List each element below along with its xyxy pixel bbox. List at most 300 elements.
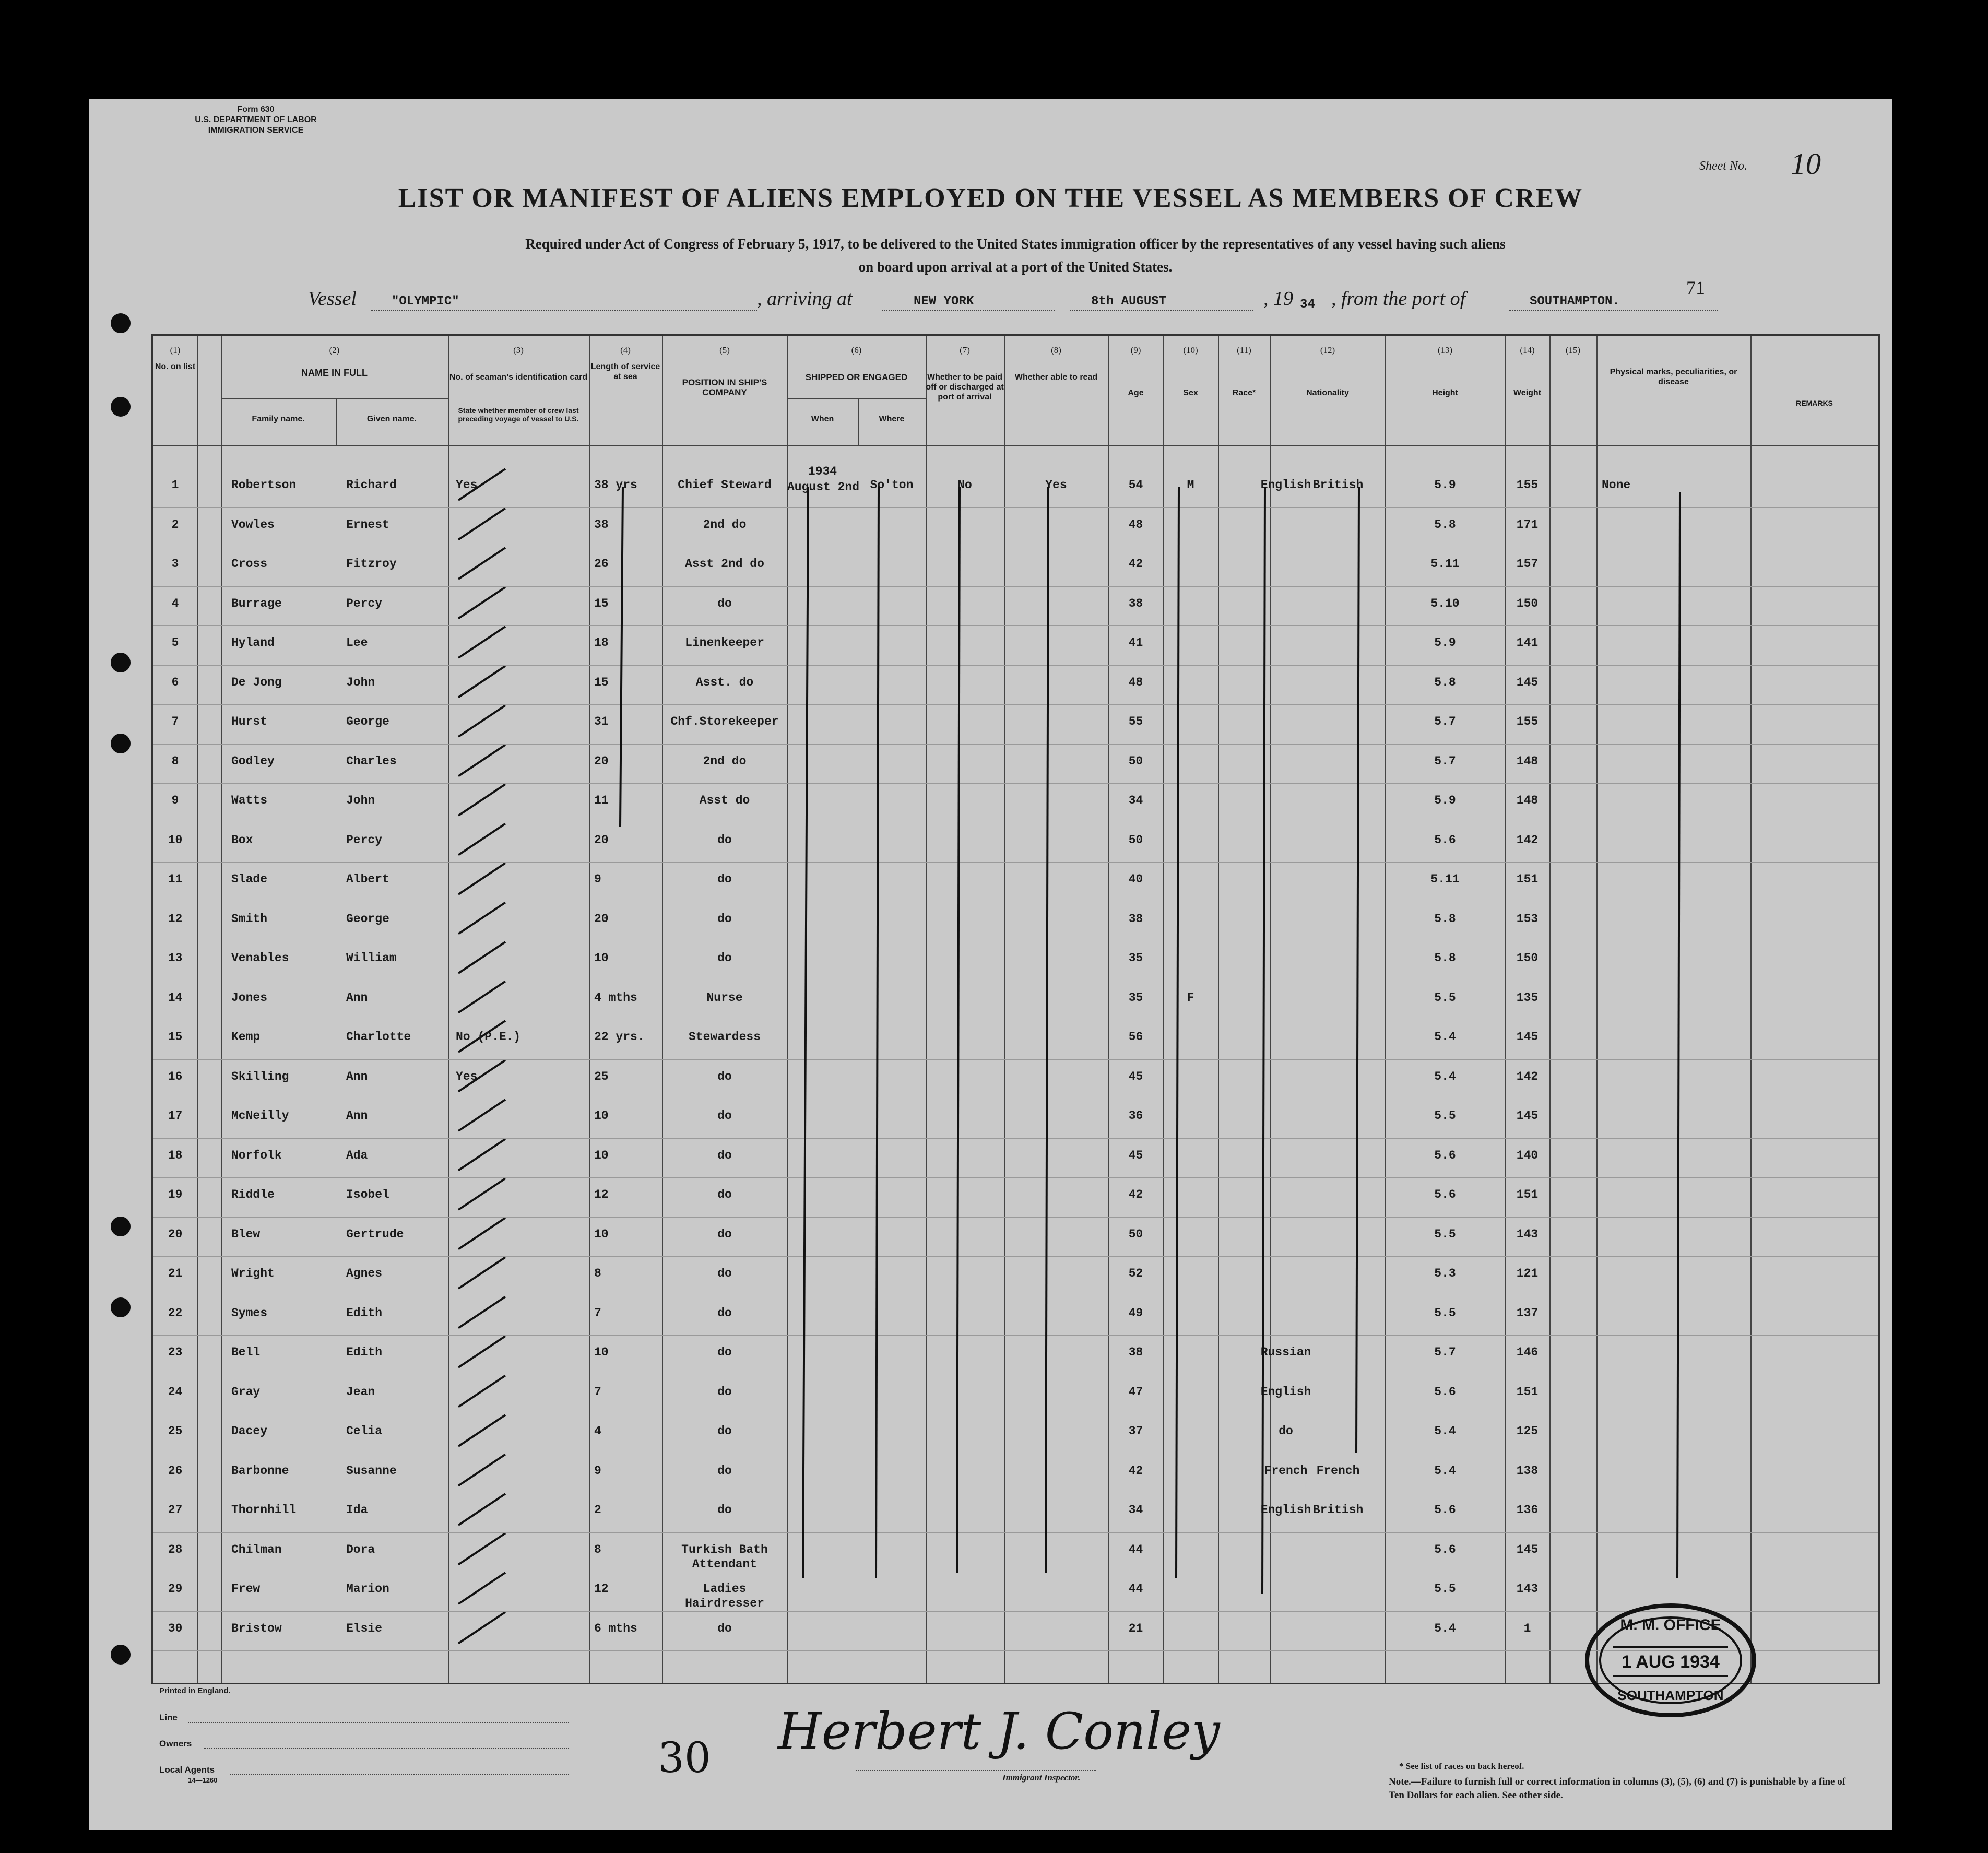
inspector-signature: Herbert J. Conley: [778, 1702, 1220, 1761]
cell-position: Asst 2nd do: [685, 557, 764, 571]
cell-no: 11: [168, 872, 183, 886]
cell-weight: 150: [1516, 951, 1539, 965]
cell-position: Chf.Storekeeper: [670, 715, 779, 728]
subtitle-line-2: on board upon arrival at a port of the United States.: [858, 259, 1173, 275]
cell-position: Nurse: [706, 990, 743, 1005]
cell-height: 5.6: [1434, 833, 1456, 847]
cell-height: 5.3: [1434, 1267, 1456, 1280]
cell-service: 20: [594, 754, 609, 768]
cell-weight: 148: [1516, 794, 1539, 807]
cell-given: Isobel: [346, 1188, 389, 1201]
cell-given: Susanne: [346, 1463, 397, 1478]
cell-position: do: [717, 1306, 732, 1320]
cell-family: Skilling: [231, 1069, 289, 1083]
cell-family: Dacey: [231, 1424, 268, 1438]
cell-service: 20: [594, 833, 609, 847]
cell-service: 6 mths: [594, 1621, 637, 1635]
hdr-paid-off: Whether to be paid off or discharged at port of arrival: [926, 373, 1004, 402]
cell-age: 38: [1128, 1346, 1143, 1359]
cell-service: 2: [594, 1503, 601, 1517]
cell-no: 9: [171, 794, 179, 807]
cell-age: 38: [1128, 912, 1143, 926]
form-number: Form 630: [237, 105, 275, 114]
cell-no: 22: [168, 1306, 183, 1320]
cell-service: 10: [594, 1109, 609, 1123]
port-dotted-line: [882, 310, 1055, 311]
vessel-dotted-line: [371, 310, 757, 311]
cell-service: 25: [594, 1069, 609, 1083]
cell-family: Barbonne: [231, 1463, 289, 1478]
manifest-title: LIST OR MANIFEST OF ALIENS EMPLOYED ON THE VESSEL AS MEMBERS OF CREW: [398, 183, 1583, 213]
col-num-9: (9): [1130, 345, 1141, 355]
cell-weight: 145: [1516, 1109, 1539, 1123]
cell-age: 36: [1128, 1109, 1143, 1123]
cell-given: Gertrude: [346, 1227, 404, 1241]
cell-position: do: [717, 1109, 732, 1123]
cell-given: Marion: [346, 1582, 389, 1596]
cell-position: do: [717, 1463, 732, 1478]
hdr-physical-marks: Physical marks, peculiarities, or disease: [1610, 368, 1737, 386]
cell-age: 47: [1128, 1385, 1143, 1399]
cell-given: Albert: [346, 872, 389, 886]
cell-given: George: [346, 715, 389, 728]
cell-service: 4: [594, 1424, 601, 1438]
crew-table: [151, 334, 1880, 1684]
cell-age: 40: [1128, 872, 1143, 886]
cell-position: Asst do: [699, 794, 750, 807]
cell-family: Chilman: [231, 1542, 282, 1556]
col-num-4: (4): [620, 345, 631, 355]
stamp-bottom-text: SOUTHAMPTON: [1617, 1687, 1724, 1703]
vessel-name: "OLYMPIC": [392, 294, 459, 309]
ditto-strokes: [153, 336, 1878, 1683]
cell-family: Watts: [231, 794, 268, 807]
cell-service: 10: [594, 1148, 609, 1162]
col-num-3: (3): [513, 345, 524, 355]
cell-height: 5.6: [1434, 1385, 1456, 1399]
binder-hole: [111, 1297, 131, 1317]
manifest-sheet: [89, 99, 1892, 1830]
cell-position: 2nd do: [703, 754, 747, 768]
cell-age: 42: [1128, 1463, 1143, 1478]
cell-height: 5.8: [1434, 517, 1456, 532]
hdr-where: Where: [879, 415, 905, 423]
cell-height: 5.6: [1434, 1503, 1456, 1517]
form-code: 14—1260: [188, 1776, 218, 1784]
binder-hole: [111, 1645, 131, 1665]
col-num-11: (11): [1237, 345, 1251, 355]
cell-family: Symes: [231, 1306, 268, 1320]
cell-weight: 142: [1516, 1069, 1539, 1083]
cell-race: English: [1260, 478, 1311, 492]
hdr-remarks: REMARKS: [1796, 399, 1833, 407]
cell-service: 8: [594, 1267, 601, 1280]
subtitle-line-1: Required under Act of Congress of February 5, 1917, to be delivered to the United States immigration officer by the representatives of any vessel having such aliens: [525, 236, 1506, 252]
cell-position: do: [717, 1424, 732, 1438]
cell-weight: 140: [1516, 1148, 1539, 1162]
arriving-label: , arriving at: [757, 288, 853, 310]
cell-height: 5.9: [1434, 636, 1456, 650]
cell-weight: 153: [1516, 912, 1539, 926]
arrival-port: NEW YORK: [914, 294, 974, 309]
cell-family: Jones: [231, 990, 268, 1005]
fine-note: Note.—Failure to furnish full or correct information in columns (3), (5), (6) and (7) is punishable by a fine of Ten Dollars for each alien. See other side.: [1389, 1776, 1846, 1801]
cell-service: 10: [594, 1227, 609, 1241]
races-note: * See list of races on back hereof.: [1399, 1761, 1524, 1771]
cell-height: 5.11: [1430, 872, 1460, 886]
cell-no: 21: [168, 1267, 183, 1280]
agents-field: [230, 1774, 569, 1775]
cell-height: 5.5: [1434, 1582, 1456, 1596]
cell-age: 50: [1128, 754, 1143, 768]
cell-position: do: [717, 912, 732, 926]
cell-race: English: [1260, 1503, 1311, 1517]
cell-given: Richard: [346, 478, 397, 492]
cell-service: 7: [594, 1385, 601, 1399]
cell-age: 42: [1128, 557, 1143, 571]
cell-height: 5.5: [1434, 1109, 1456, 1123]
cell-age: 44: [1128, 1542, 1143, 1556]
cell-service: 22 yrs.: [594, 1030, 645, 1044]
cell-service: 38 yrs: [594, 478, 637, 492]
cell-given: Charles: [346, 754, 397, 768]
owners-field: [204, 1748, 569, 1749]
cell-race: do: [1279, 1424, 1293, 1438]
cell-no: 20: [168, 1227, 183, 1241]
cell-position: Chief Steward: [678, 478, 772, 492]
cell-given: Fitzroy: [346, 557, 397, 571]
sheet-number: 10: [1791, 147, 1821, 181]
cell-family: Bristow: [231, 1621, 282, 1635]
cell-given: Ann: [346, 1069, 368, 1083]
cell-family: McNeilly: [231, 1109, 289, 1123]
cell-height: 5.4: [1434, 1030, 1456, 1044]
cell-family: Blew: [231, 1227, 261, 1241]
col-num-5: (5): [719, 345, 730, 355]
cell-position: do: [717, 1188, 732, 1201]
col-num-13: (13): [1437, 345, 1453, 355]
hdr-position: POSITION IN SHIP'S COMPANY: [682, 377, 767, 397]
hdr-sex: Sex: [1183, 388, 1198, 397]
cell-family: Burrage: [231, 596, 282, 610]
cell-position: do: [717, 1148, 732, 1162]
vessel-label: Vessel: [308, 288, 357, 310]
cell-service: 31: [594, 715, 609, 728]
cell-race: Russian: [1260, 1346, 1311, 1359]
cell-height: 5.7: [1434, 1346, 1456, 1359]
service-name: IMMIGRATION SERVICE: [208, 126, 304, 135]
cell-weight: 125: [1516, 1424, 1539, 1438]
cell-given: Percy: [346, 833, 383, 847]
cell-family: Hyland: [231, 636, 275, 650]
cell-no: 17: [168, 1109, 183, 1123]
cell-no: 30: [168, 1621, 183, 1635]
page-number: 71: [1686, 277, 1705, 298]
cell-height: 5.11: [1430, 557, 1460, 571]
cell-weight: 157: [1516, 557, 1539, 571]
department-name: U.S. DEPARTMENT OF LABOR: [195, 115, 317, 124]
cell-no: 23: [168, 1346, 183, 1359]
cell-position: do: [717, 1227, 732, 1241]
owners-label: Owners: [159, 1739, 192, 1749]
cell-family: Frew: [231, 1582, 261, 1596]
cell-family: Riddle: [231, 1188, 275, 1201]
cell-prev: Yes: [456, 478, 478, 492]
cell-position: do: [717, 833, 732, 847]
cell-nat: French: [1316, 1463, 1360, 1478]
cell-position: do: [717, 872, 732, 886]
cell-position: do: [717, 1503, 732, 1517]
cell-no: 5: [171, 636, 179, 650]
departure-port: SOUTHAMPTON.: [1530, 294, 1620, 309]
cell-position-line2: Attendant: [692, 1557, 758, 1571]
sheet-label: Sheet No.: [1699, 159, 1747, 173]
col-num-1: (1): [170, 345, 181, 355]
cell-no: 8: [171, 754, 179, 768]
binder-hole: [111, 313, 131, 333]
cell-given: Ernest: [346, 517, 389, 532]
cell-sex: M: [1187, 478, 1194, 492]
cell-weight: 151: [1516, 1385, 1539, 1399]
cell-weight: 148: [1516, 754, 1539, 768]
cell-no: 2: [171, 517, 179, 532]
cell-height: 5.4: [1434, 1621, 1456, 1635]
hdr-last-voyage: State whether member of crew last preceding voyage of vessel to U.S.: [458, 406, 579, 423]
cell-given: Dora: [346, 1542, 375, 1556]
cell-no: 7: [171, 715, 179, 728]
cell-given: Lee: [346, 636, 368, 650]
cell-given: Edith: [346, 1346, 383, 1359]
col-num-14: (14): [1520, 345, 1535, 355]
cell-service: 18: [594, 636, 609, 650]
cell-no: 16: [168, 1069, 183, 1083]
binder-hole: [111, 1217, 131, 1236]
hdr-race: Race*: [1232, 388, 1256, 397]
cell-given: Ida: [346, 1503, 368, 1517]
cell-no: 19: [168, 1188, 183, 1201]
cell-age: 45: [1128, 1148, 1143, 1162]
line-field: [188, 1722, 569, 1723]
cell-nat: British: [1312, 478, 1364, 492]
cell-given: Jean: [346, 1385, 375, 1399]
form-header: [151, 104, 360, 136]
cell-weight: 137: [1516, 1306, 1539, 1320]
col-num-8: (8): [1051, 345, 1061, 355]
binder-hole: [111, 397, 131, 417]
cell-weight: 146: [1516, 1346, 1539, 1359]
cell-prev: No (P.E.): [456, 1030, 521, 1044]
binder-hole: [111, 653, 131, 672]
cell-height: 5.7: [1434, 754, 1456, 768]
hdr-shipped-engaged: SHIPPED OR ENGAGED: [805, 372, 908, 382]
cell-family: Box: [231, 833, 253, 847]
cell-family: Wright: [231, 1267, 275, 1280]
cell-given: Percy: [346, 596, 383, 610]
hdr-age: Age: [1128, 388, 1144, 397]
cell-family: Hurst: [231, 715, 268, 728]
hdr-weight: Weight: [1513, 388, 1542, 397]
cell-paid: No: [957, 478, 972, 492]
cell-given: Celia: [346, 1424, 383, 1438]
cell-age: 44: [1128, 1582, 1143, 1596]
cell-height: 5.8: [1434, 951, 1456, 965]
from-port-dotted-line: [1509, 310, 1718, 311]
cell-age: 56: [1128, 1030, 1143, 1044]
cell-weight: 138: [1516, 1463, 1539, 1478]
cell-age: 55: [1128, 715, 1143, 728]
cell-service: 38: [594, 517, 609, 532]
col-num-7: (7): [960, 345, 970, 355]
cell-service: 12: [594, 1582, 609, 1596]
cell-height: 5.9: [1434, 794, 1456, 807]
cell-height: 5.8: [1434, 675, 1456, 689]
cell-weight: 1: [1523, 1621, 1531, 1635]
hdr-able-to-read: Whether able to read: [1014, 373, 1098, 382]
cell-height: 5.8: [1434, 912, 1456, 926]
cell-position: do: [717, 1267, 732, 1280]
cell-height: 5.7: [1434, 715, 1456, 728]
cell-height: 5.10: [1430, 596, 1460, 610]
cell-weight: 145: [1516, 675, 1539, 689]
cell-family: Vowles: [231, 517, 275, 532]
cell-family: Smith: [231, 912, 268, 926]
cell-weight: 155: [1516, 715, 1539, 728]
cell-no: 18: [168, 1148, 183, 1162]
cell-family: Gray: [231, 1385, 261, 1399]
cell-age: 54: [1128, 478, 1143, 492]
from-port-label: , from the port of: [1331, 288, 1466, 310]
cell-height: 5.4: [1434, 1463, 1456, 1478]
hdr-name-in-full: NAME IN FULL: [301, 368, 368, 378]
cell-read: Yes: [1045, 478, 1067, 492]
stamp-top-text: M. M. OFFICE: [1620, 1616, 1721, 1634]
cell-age: 45: [1128, 1069, 1143, 1083]
cell-position: Linenkeeper: [685, 636, 764, 650]
hdr-no-on-list: No. on list: [155, 362, 196, 371]
cell-given: John: [346, 675, 375, 689]
cell-height: 5.5: [1434, 1227, 1456, 1241]
cell-given: Elsie: [346, 1621, 383, 1635]
cell-service: 7: [594, 1306, 601, 1320]
cell-given: John: [346, 794, 375, 807]
line-label: Line: [159, 1713, 178, 1722]
cell-family: Norfolk: [231, 1148, 282, 1162]
cell-age: 41: [1128, 636, 1143, 650]
cell-family: Bell: [231, 1346, 261, 1359]
cell-age: 42: [1128, 1188, 1143, 1201]
cell-age: 48: [1128, 517, 1143, 532]
cell-no: 4: [171, 596, 179, 610]
col-num-12: (12): [1320, 345, 1335, 355]
cell-nat: British: [1312, 1503, 1364, 1517]
hdr-seaman-card: No. of seaman's identification card: [449, 373, 588, 382]
cell-race: English: [1260, 1385, 1311, 1399]
cell-service: 9: [594, 872, 601, 886]
cell-position: 2nd do: [703, 517, 747, 532]
cell-given: Ann: [346, 1109, 368, 1123]
cell-family: Robertson: [231, 478, 297, 492]
printed-note: Printed in England.: [159, 1686, 231, 1695]
cell-family: Thornhill: [231, 1503, 297, 1517]
cell-height: 5.6: [1434, 1542, 1456, 1556]
cell-no: 10: [168, 833, 183, 847]
cell-position: do: [717, 596, 732, 610]
cell-weight: 143: [1516, 1227, 1539, 1241]
hdr-family-name: Family name.: [252, 415, 305, 423]
cell-no: 27: [168, 1503, 183, 1517]
cell-height: 5.4: [1434, 1069, 1456, 1083]
cell-weight: 155: [1516, 478, 1539, 492]
cell-no: 12: [168, 912, 183, 926]
cell-age: 49: [1128, 1306, 1143, 1320]
cell-age: 34: [1128, 794, 1143, 807]
cell-service: 4 mths: [594, 990, 637, 1005]
cell-age: 21: [1128, 1621, 1143, 1635]
cell-weight: 171: [1516, 517, 1539, 532]
cell-no: 28: [168, 1542, 183, 1556]
cell-no: 24: [168, 1385, 183, 1399]
cell-no: 1: [171, 478, 179, 492]
cell-weight: 142: [1516, 833, 1539, 847]
handwritten-count: 30: [658, 1733, 711, 1782]
cell-family: Cross: [231, 557, 268, 571]
cell-sex: F: [1187, 990, 1194, 1005]
local-agents-label: Local Agents: [159, 1765, 215, 1775]
cell-position: do: [717, 1385, 732, 1399]
hdr-length-service: Length of service at sea: [590, 362, 660, 381]
cell-position: do: [717, 1069, 732, 1083]
cell-family: De Jong: [231, 675, 282, 689]
hdr-height: Height: [1432, 388, 1458, 397]
cell-given: William: [346, 951, 397, 965]
cell-position: do: [717, 1346, 732, 1359]
cell-service: 12: [594, 1188, 609, 1201]
year-prefix: , 19: [1263, 288, 1293, 310]
col-num-15: (15): [1565, 345, 1581, 355]
cell-no: 6: [171, 675, 179, 689]
cell-service: 11: [594, 794, 609, 807]
cell-weight: 121: [1516, 1267, 1539, 1280]
arrival-date: 8th AUGUST: [1091, 294, 1167, 309]
cell-service: 26: [594, 557, 609, 571]
cell-no: 13: [168, 951, 183, 965]
cell-height: 5.4: [1434, 1424, 1456, 1438]
cell-family: Godley: [231, 754, 275, 768]
cell-when: August 2nd: [787, 480, 860, 494]
col-num-10: (10): [1183, 345, 1198, 355]
cell-given: Edith: [346, 1306, 383, 1320]
cell-age: 48: [1128, 675, 1143, 689]
col-num-6: (6): [851, 345, 862, 355]
cell-weight: 135: [1516, 990, 1539, 1005]
cell-no: 29: [168, 1582, 183, 1596]
cell-weight: 151: [1516, 1188, 1539, 1201]
cell-age: 35: [1128, 990, 1143, 1005]
cell-given: Ann: [346, 990, 368, 1005]
stamp-date: 1 AUG 1934: [1622, 1652, 1720, 1672]
cell-age: 52: [1128, 1267, 1143, 1280]
cell-prev: Yes: [456, 1069, 478, 1083]
inspector-label: Immigrant Inspector.: [1002, 1773, 1081, 1783]
cell-height: 5.5: [1434, 1306, 1456, 1320]
cell-service: 15: [594, 596, 609, 610]
cell-age: 50: [1128, 833, 1143, 847]
cell-no: 14: [168, 990, 183, 1005]
cell-service: 8: [594, 1542, 601, 1556]
cell-service: 10: [594, 951, 609, 965]
cell-given: George: [346, 912, 389, 926]
cell-family: Venables: [231, 951, 289, 965]
